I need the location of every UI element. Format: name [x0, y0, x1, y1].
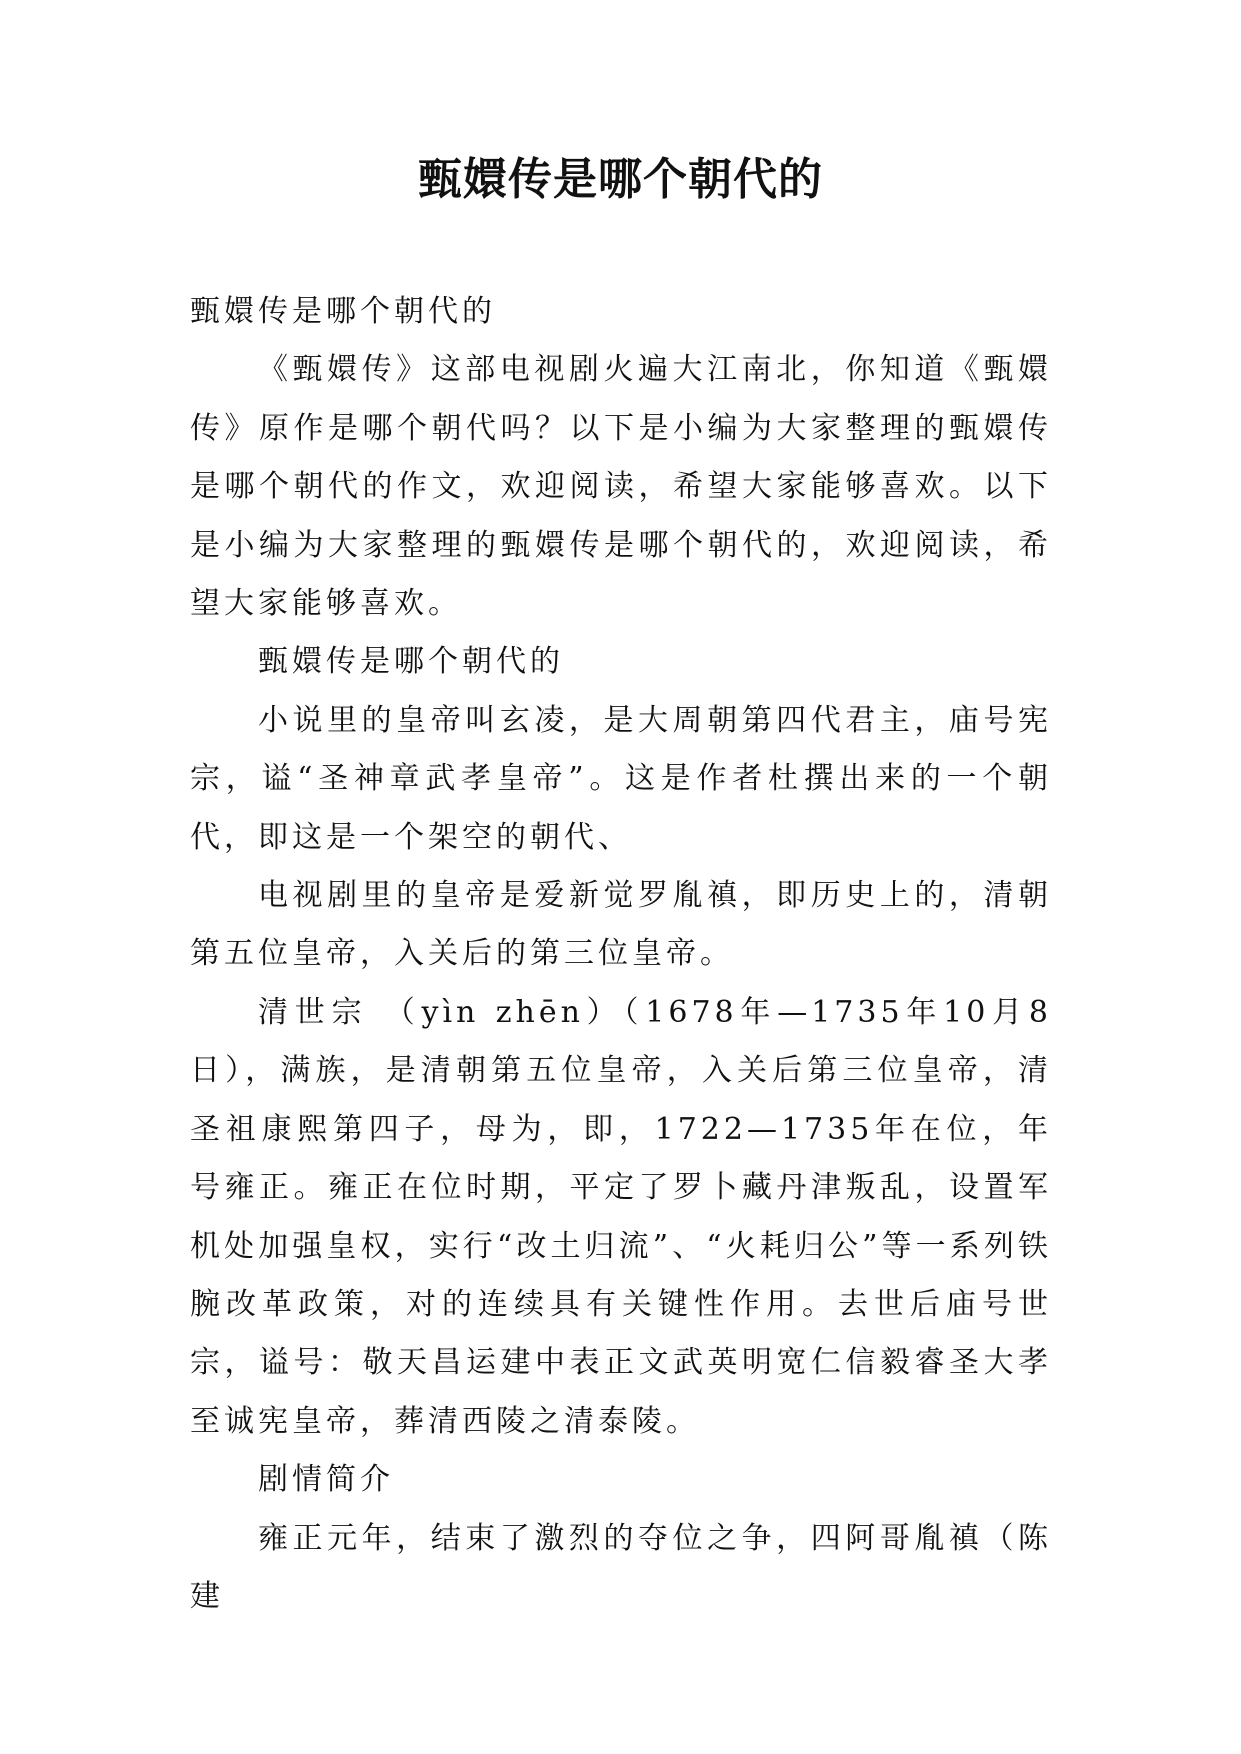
novel-emperor-paragraph: 小说里的皇帝叫玄凌，是大周朝第四代君主，庙号宪宗，谥“圣神章武孝皇帝”。这是作者杜撰出来的一个朝代，即这是一个架空的朝代、 [190, 702, 1052, 855]
plot-heading: 剧情简介 [258, 1462, 394, 1498]
subtitle-paragraph: 甄嬛传是哪个朝代的 [190, 294, 496, 329]
section-heading: 甄嬛传是哪个朝代的 [258, 644, 564, 680]
tv-emperor-paragraph: 电视剧里的皇帝是爱新觉罗胤禛，即历史上的，清朝第五位皇帝，入关后的第三位皇帝。 [190, 878, 1052, 972]
intro-paragraph: 《甄嬛传》这部电视剧火遍大江南北，你知道《甄嬛传》原作是哪个朝代吗？以下是小编为大家整理的甄嬛传是哪个朝代的作文，欢迎阅读，希望大家能够喜欢。以下是小编为大家整理的甄嬛传是哪个朝代的，欢迎阅读，希望大家能够喜欢。 [190, 352, 1052, 622]
plot-paragraph: 雍正元年，结束了激烈的夺位之争，四阿哥胤禛（陈建 [190, 1520, 1052, 1614]
document-body [190, 283, 1052, 1626]
qing-shizong-paragraph: 清世宗 （yìn zhēn）（1678年—1735年10月8日），满族，是清朝第五位皇帝，入关后第三位皇帝，清圣祖康熙第四子，母为，即，1722—1735年在位，年号雍正。雍正在位时期，平定了罗卜藏丹津叛乱，设置军机处加强皇权，实行“改土归流”、“火耗归公”等一系列铁腕改革政策，对的连续具有关键性作用。去世后庙号世宗，谥号：敬天昌运建中表正文武英明宽仁信毅睿圣大孝至诚宪皇帝，葬清西陵之清泰陵。 [190, 994, 1052, 1439]
page-title: 甄嬛传是哪个朝代的 [418, 154, 823, 205]
